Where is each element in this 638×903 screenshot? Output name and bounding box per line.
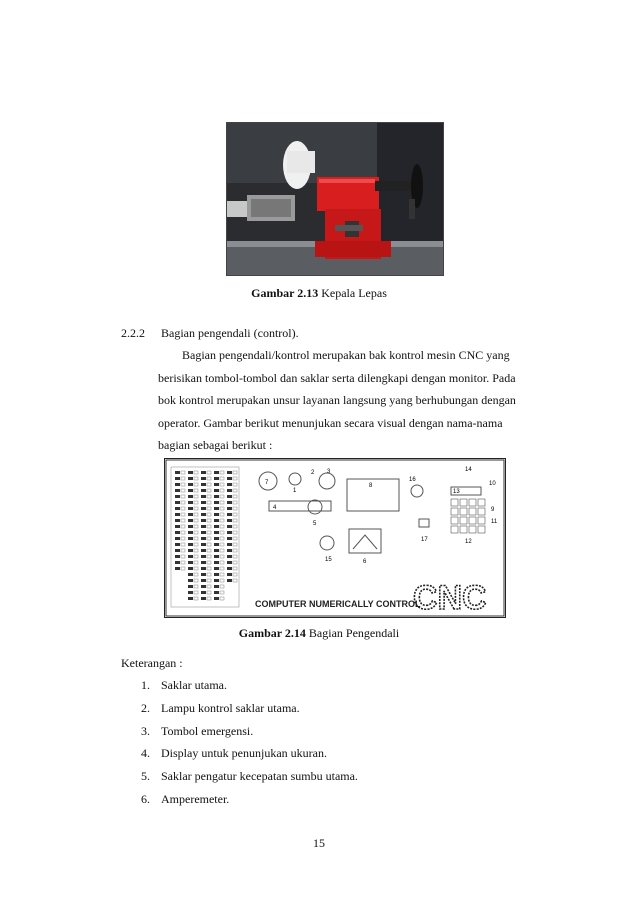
panel-switch	[175, 477, 180, 480]
figure-2-13-label: Gambar 2.13	[251, 286, 319, 300]
panel-switch	[214, 585, 219, 588]
part-6-label: 6	[363, 559, 367, 565]
paragraph-line: bagian sebagai berikut :	[158, 438, 273, 453]
panel-switch	[188, 471, 193, 474]
panel-switch	[214, 501, 219, 504]
panel-switch	[175, 543, 180, 546]
panel-switch	[201, 477, 206, 480]
control-panel-diagram	[165, 459, 505, 617]
section-number: 2.2.2	[121, 326, 145, 340]
panel-switch	[214, 573, 219, 576]
list-item	[141, 769, 358, 792]
panel-switch	[214, 507, 219, 510]
panel-switch	[188, 513, 193, 516]
paragraph-line: Bagian pengendali/kontrol merupakan bak kontrol mesin CNC yang	[182, 348, 510, 362]
panel-switch	[188, 537, 193, 540]
panel-switch	[227, 579, 232, 582]
panel-switch	[214, 567, 219, 570]
panel-switch	[175, 555, 180, 558]
panel-switch	[214, 597, 219, 600]
panel-switch	[214, 471, 219, 474]
panel-switch	[201, 495, 206, 498]
paragraph-line: operator. Gambar berikut menunjukan secara visual dengan nama-nama	[158, 415, 503, 430]
panel-switch	[214, 531, 219, 534]
panel-switch	[188, 525, 193, 528]
panel-switch	[201, 549, 206, 552]
panel-switch	[188, 489, 193, 492]
panel-switch	[214, 537, 219, 540]
part-8-label: 8	[369, 483, 373, 489]
paragraph-line: bok kontrol merupakan unsur layanan langsung yang berhubungan dengan	[158, 393, 516, 408]
panel-switch	[188, 519, 193, 522]
list-text: Lampu kontrol saklar utama.	[161, 700, 300, 715]
figure-2-14-caption	[0, 626, 638, 641]
list-text: Display untuk penunjukan ukuran.	[161, 746, 327, 761]
panel-switch	[227, 525, 232, 528]
part-13-label: 13	[453, 489, 460, 495]
panel-switch	[188, 567, 193, 570]
panel-switch	[201, 573, 206, 576]
section-heading	[121, 326, 299, 341]
panel-switch	[188, 501, 193, 504]
panel-switch	[188, 477, 193, 480]
panel-switch	[227, 555, 232, 558]
part-15-label: 15	[325, 557, 332, 563]
panel-switch	[175, 483, 180, 486]
panel-switch	[214, 483, 219, 486]
part-2-label: 2	[311, 470, 315, 476]
legend-title: Keterangan :	[121, 656, 183, 670]
panel-switch	[214, 477, 219, 480]
list-item	[141, 746, 358, 769]
figure-2-13-caption	[0, 286, 638, 301]
figure-2-14-label: Gambar 2.14	[238, 626, 306, 640]
panel-switch	[227, 477, 232, 480]
panel-switch	[201, 543, 206, 546]
panel-switch	[175, 531, 180, 534]
panel-switch	[227, 561, 232, 564]
panel-switch	[175, 507, 180, 510]
panel-switch	[214, 543, 219, 546]
part-17-label: 17	[421, 537, 428, 543]
panel-switch	[175, 537, 180, 540]
panel-switch	[201, 561, 206, 564]
panel-switch	[201, 531, 206, 534]
panel-switch	[201, 567, 206, 570]
panel-switch	[227, 543, 232, 546]
panel-switch	[201, 507, 206, 510]
panel-switch	[201, 513, 206, 516]
panel-switch	[227, 471, 232, 474]
paragraph-line: berisikan tombol-tombol dan saklar serta dilengkapi dengan monitor. Pada	[158, 370, 516, 385]
part-14-label: 14	[465, 467, 472, 473]
list-item	[141, 792, 358, 815]
list-number: 5.	[141, 769, 150, 784]
panel-switch	[201, 471, 206, 474]
panel-switch	[175, 525, 180, 528]
list-number: 2.	[141, 700, 150, 715]
panel-switch	[201, 585, 206, 588]
part-1-label: 1	[293, 488, 297, 494]
panel-switch	[188, 483, 193, 486]
part-4-label: 4	[273, 505, 277, 511]
part-7-label: 7	[265, 480, 269, 486]
list-text: Amperemeter.	[161, 791, 230, 806]
panel-switch	[227, 573, 232, 576]
part-12-label: 12	[465, 539, 472, 545]
panel-switch	[175, 495, 180, 498]
tailstock-photo	[226, 122, 444, 276]
panel-switch	[188, 531, 193, 534]
list-item	[141, 678, 358, 701]
panel-switch	[175, 489, 180, 492]
panel-switch	[188, 579, 193, 582]
panel-switch	[175, 501, 180, 504]
list-number: 1.	[141, 678, 150, 692]
panel-switch	[201, 597, 206, 600]
panel-switch	[201, 519, 206, 522]
panel-switch	[227, 567, 232, 570]
panel-switch	[175, 513, 180, 516]
panel-switch	[214, 525, 219, 528]
panel-switch	[214, 591, 219, 594]
panel-switch	[227, 531, 232, 534]
list-item	[141, 701, 358, 724]
control-panel-figure	[164, 458, 506, 618]
panel-switch	[188, 591, 193, 594]
panel-switch	[227, 483, 232, 486]
panel-switch	[188, 597, 193, 600]
panel-switch	[201, 579, 206, 582]
panel-switch	[214, 549, 219, 552]
panel-switch	[201, 591, 206, 594]
list-number: 6.	[141, 791, 150, 806]
panel-switch	[227, 549, 232, 552]
panel-switch	[214, 579, 219, 582]
panel-switch	[188, 561, 193, 564]
page-number: 15	[313, 836, 325, 850]
part-3-label: 3	[327, 469, 331, 475]
panel-switch	[214, 561, 219, 564]
part-5-label: 5	[313, 521, 317, 527]
panel-switch	[175, 567, 180, 570]
panel-switch	[175, 561, 180, 564]
panel-switch	[188, 585, 193, 588]
panel-switch	[214, 495, 219, 498]
figure-2-13-title: Kepala Lepas	[321, 286, 387, 300]
panel-switch	[214, 519, 219, 522]
panel-switch	[227, 507, 232, 510]
panel-switch	[175, 549, 180, 552]
section-paragraph	[158, 344, 548, 457]
part-16-label: 16	[409, 477, 416, 483]
section-title: Bagian pengendali (control).	[161, 326, 299, 340]
panel-footer-text: COMPUTER NUMERICALLY CONTROL	[255, 599, 421, 609]
panel-switch	[214, 513, 219, 516]
panel-switch	[175, 519, 180, 522]
panel-switch	[214, 489, 219, 492]
panel-switch	[188, 495, 193, 498]
panel-switch	[201, 555, 206, 558]
list-number: 4.	[141, 746, 150, 761]
list-number: 3.	[141, 723, 150, 738]
panel-switch	[201, 489, 206, 492]
panel-switch	[188, 573, 193, 576]
part-11-label: 11	[491, 519, 498, 525]
panel-switch	[188, 543, 193, 546]
part-9-label: 9	[491, 507, 495, 513]
legend-list	[141, 678, 358, 815]
list-text: Saklar utama.	[161, 678, 227, 692]
tailstock-image	[227, 123, 443, 275]
panel-switch	[175, 471, 180, 474]
panel-switch	[188, 555, 193, 558]
panel-switch	[188, 549, 193, 552]
panel-switch	[201, 525, 206, 528]
panel-switch	[227, 537, 232, 540]
panel-switch	[227, 501, 232, 504]
list-item	[141, 724, 358, 747]
panel-switch	[227, 489, 232, 492]
panel-switch	[227, 519, 232, 522]
list-text: Tombol emergensi.	[161, 723, 254, 738]
panel-switch	[227, 513, 232, 516]
cnc-logo: CNC	[413, 579, 487, 617]
panel-switch	[188, 507, 193, 510]
list-text: Saklar pengatur kecepatan sumbu utama.	[161, 769, 358, 784]
panel-switch	[201, 483, 206, 486]
panel-switch	[201, 537, 206, 540]
panel-switch	[201, 501, 206, 504]
part-10-label: 10	[489, 481, 496, 487]
panel-switch	[227, 495, 232, 498]
figure-2-14-title: Bagian Pengendali	[308, 626, 400, 640]
panel-switch	[214, 555, 219, 558]
